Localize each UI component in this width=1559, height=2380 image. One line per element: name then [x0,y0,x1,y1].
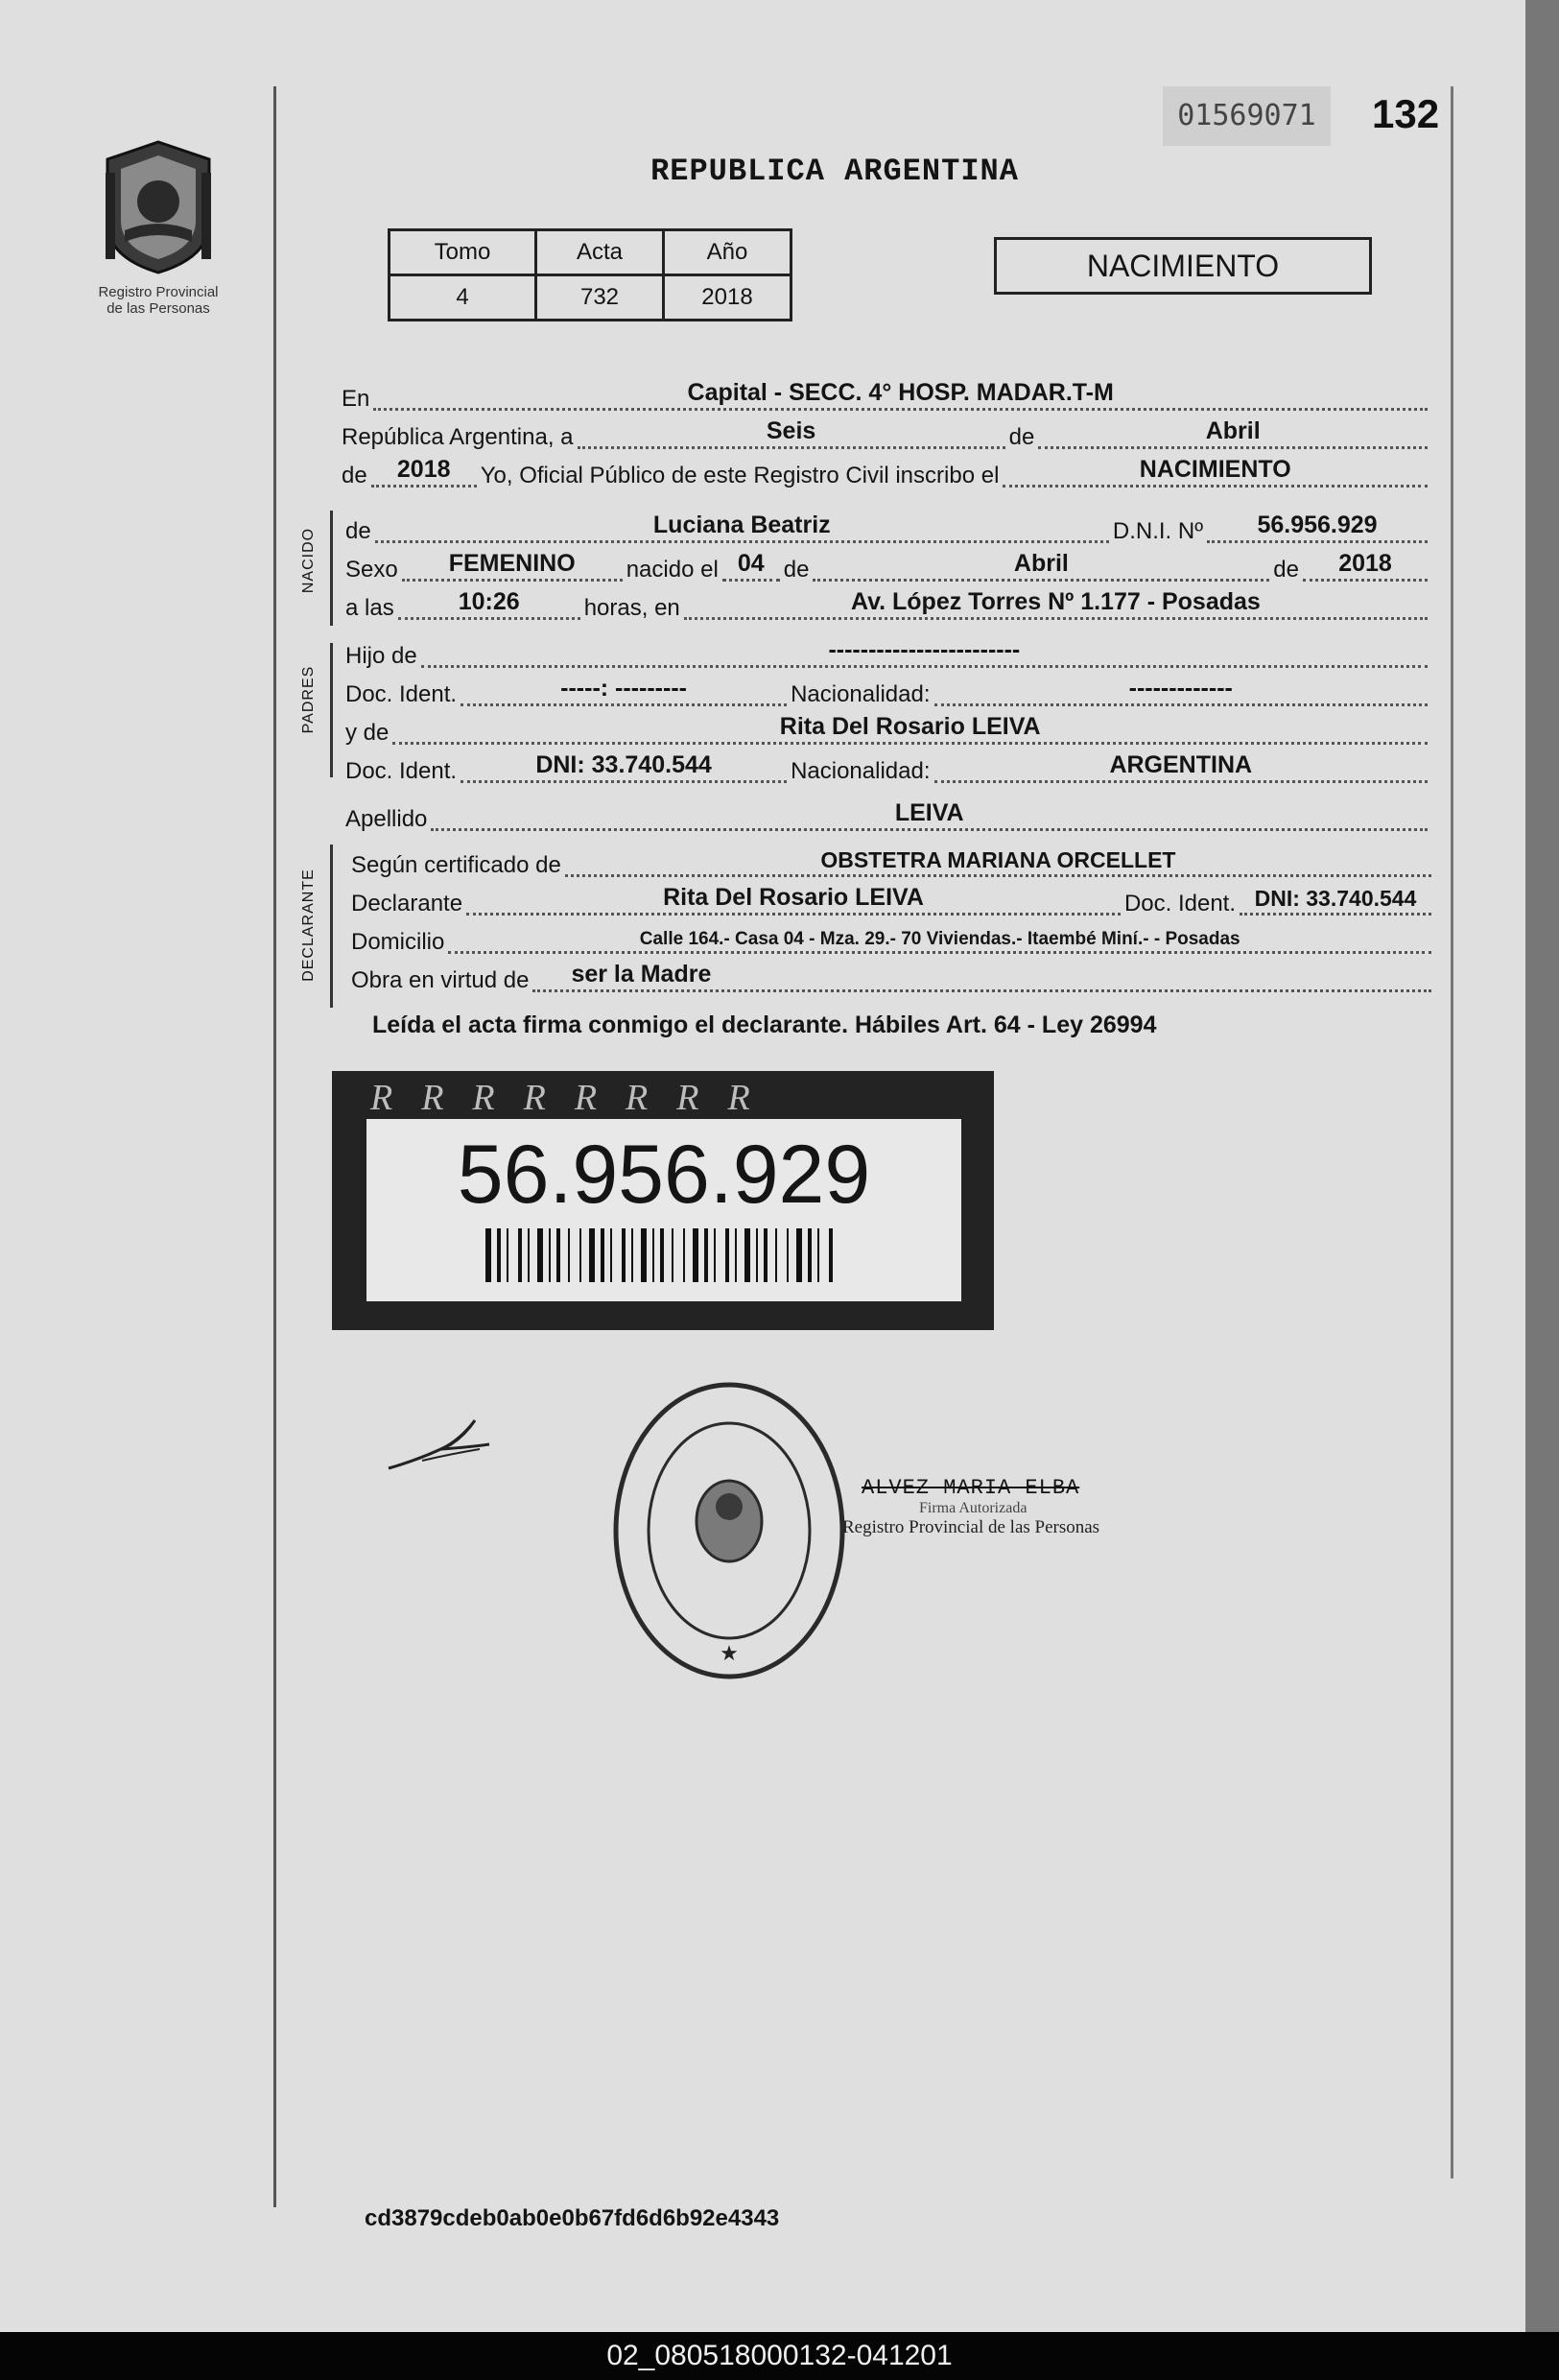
year-field [371,446,477,488]
declarant-section-label: DECLARANTE [300,869,317,982]
serial-number: 01569071 [1163,86,1331,146]
father-label: Hijo de [345,643,417,669]
mother-doc-row [345,749,1431,787]
declarant-doc-label: Doc. Ident. [1123,891,1236,916]
declarant-section-bar [330,845,333,1008]
registry-header-tomo: Tomo [390,230,536,275]
declarant-doc-value: DNI: 33.740.544 [1254,886,1417,911]
republic-label: República Argentina, a [342,424,574,450]
id-number-panel [366,1119,961,1301]
registry-value-ano: 2018 [664,275,791,321]
born-name-value: Luciana Beatriz [652,512,831,538]
surname-row [345,797,1431,835]
record-type-field [1003,446,1428,488]
hours-label: horas, en [583,595,680,621]
mother-nat-field [934,742,1429,783]
file-name-bar [0,2332,1559,2380]
address-label: Domicilio [351,929,445,955]
security-pattern: RRRRRRRR [370,1078,779,1118]
mother-doc-field [461,742,787,783]
birth-year-value: 2018 [1338,550,1392,577]
de-label: de [1008,424,1035,450]
official-role: Firma Autorizada [919,1500,1028,1516]
born-name-field [375,502,1109,543]
file-name: 02_080518000132-041201 [606,2340,953,2371]
time-field [398,579,580,620]
surname-value: LEIVA [894,799,964,826]
document-hash: cd3879cdeb0ab0e0b67fd6d6b92e4343 [365,2205,780,2231]
declarant-doc-field [1240,874,1431,916]
birth-de-label2: de [1273,557,1299,583]
official-signature-block [842,1476,1169,1538]
born-de-label: de [345,518,371,544]
birth-day-value: 04 [737,550,765,577]
id-number-card [332,1071,994,1330]
month-field [1038,408,1428,449]
declarant-field [466,874,1121,916]
en-label: En [342,386,370,412]
day-value: Seis [766,417,816,444]
surname-field [431,790,1428,831]
day-field [578,408,1005,449]
birth-place-value: Av. López Torres Nº 1.177 - Posadas [850,588,1261,615]
surname-label: Apellido [345,806,428,832]
birth-day-field [722,540,780,582]
mother-label: y de [345,720,390,746]
father-nat-value: ------------- [1128,675,1233,702]
sex-label: Sexo [345,557,398,583]
de-year-label: de [342,463,367,488]
parents-section-label: PADRES [300,665,317,734]
mother-nat-label: Nacionalidad: [791,758,931,784]
place-field [373,369,1428,411]
place-value: Capital - SECC. 4° HOSP. MADAR.T-M [687,379,1114,406]
official-name: ALVEZ MARIA ELBA [862,1476,1080,1500]
born-section-label: NACIDO [300,527,317,594]
page-edge [1525,0,1559,2332]
dni-field [1207,502,1428,543]
declarant-label: Declarante [351,891,463,916]
right-margin-line [1451,86,1453,2178]
sex-field [402,540,623,582]
registry-header-acta: Acta [536,230,664,275]
address-value: Calle 164.- Casa 04 - Mza. 29.- 70 Viviendas.- Itaembé Miní.- - Posadas [639,929,1240,949]
registry-value-tomo: 4 [390,275,536,321]
month-value: Abril [1205,417,1261,444]
legal-text: Leída el acta firma conmigo el declarante. Hábiles Art. 64 - Ley 26994 [372,1012,1157,1038]
svg-text:★: ★ [720,1641,739,1665]
official-office: Registro Provincial de las Personas [842,1517,1100,1537]
logo-caption-line1: Registro Provincial [98,284,219,300]
dni-label: D.N.I. Nº [1112,518,1203,544]
officer-signature-icon [384,1411,499,1478]
declarant-value: Rita Del Rosario LEIVA [663,884,924,911]
father-nat-label: Nacionalidad: [791,681,931,707]
provincial-emblem-icon [86,134,230,278]
sex-value: FEMENINO [448,550,576,577]
time-label: a las [345,595,394,621]
certificate-label: Según certificado de [351,852,561,878]
birth-month-value: Abril [1013,550,1069,577]
registry-table-value-row [390,275,791,321]
mother-name-value: Rita Del Rosario LEIVA [779,713,1041,740]
mother-nat-value: ARGENTINA [1109,751,1253,778]
certificate-field [565,836,1431,877]
capacity-row [351,958,1435,996]
father-doc-label: Doc. Ident. [345,681,458,707]
father-nat-field [934,665,1429,706]
document-type-box: NACIMIENTO [994,237,1372,295]
year-value: 2018 [396,456,451,483]
father-doc-value: -----: --------- [560,675,687,702]
birth-month-field [813,540,1269,582]
left-margin-line [273,86,276,2207]
mother-doc-label: Doc. Ident. [345,758,458,784]
registry-header-ano: Año [664,230,791,275]
registry-table [388,228,792,321]
born-on-label: nacido el [626,557,719,583]
birth-place-field [684,579,1428,620]
time-row [345,585,1431,624]
officer-text: Yo, Oficial Público de este Registro Civil inscribo el [480,463,1000,488]
officer-row [342,453,1431,491]
father-name-field [421,627,1428,668]
father-doc-field [461,665,787,706]
birth-year-field [1303,540,1428,582]
mother-name-field [392,703,1428,745]
capacity-field [532,951,1431,992]
time-value: 10:26 [458,588,520,615]
barcode-icon [482,1228,846,1282]
born-section-bar [330,511,333,626]
record-type-value: NACIMIENTO [1139,456,1291,483]
father-name-value: ------------------------ [828,636,1021,663]
certificate-value: OBSTETRA MARIANA ORCELLET [820,847,1176,872]
mother-doc-value: DNI: 33.740.544 [535,751,712,778]
official-seal-icon [604,1372,854,1689]
dni-value: 56.956.929 [1257,512,1378,538]
registry-value-acta: 732 [536,275,664,321]
birth-de-label: de [783,557,810,583]
logo-caption-line2: de las Personas [106,300,210,317]
id-number: 56.956.929 [457,1129,871,1221]
address-field [448,913,1431,954]
page-number: 132 [1372,91,1440,136]
registry-logo [67,134,249,317]
parents-section-bar [330,643,333,777]
capacity-label: Obra en virtud de [351,967,530,993]
capacity-value: ser la Madre [571,961,712,988]
registry-table-header-row [390,230,791,275]
country-heading: REPUBLICA ARGENTINA [650,154,1019,189]
